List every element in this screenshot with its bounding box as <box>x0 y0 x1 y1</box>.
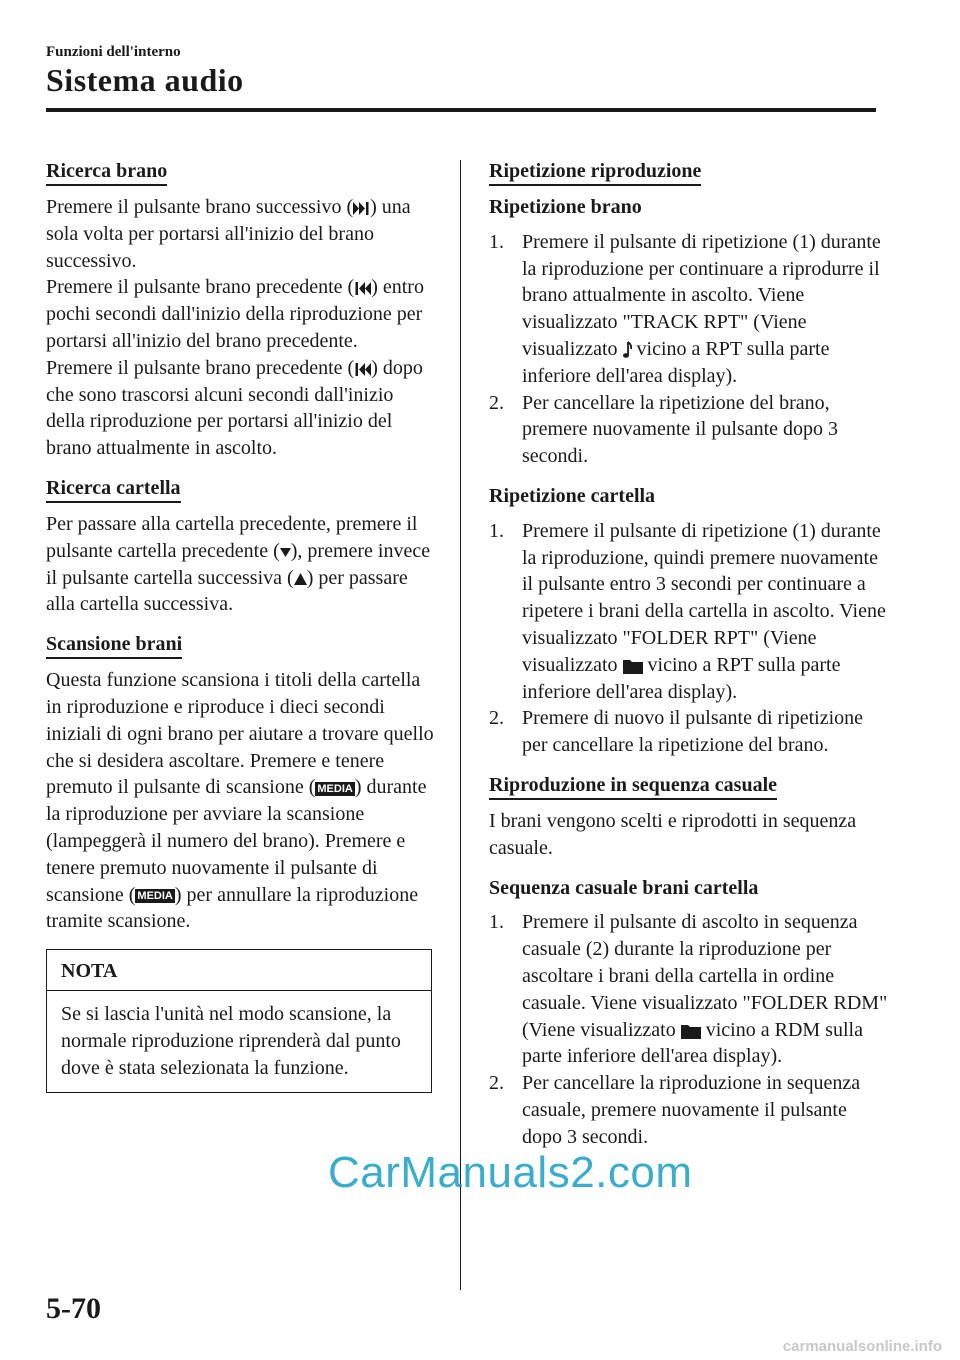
list-item: 2. Premere di nuovo il pulsante di ripetizione per cancellare la ripetizione del brano. <box>489 707 864 757</box>
watermark-footer: carmanualsonline.info <box>782 1338 942 1355</box>
section-label: Funzioni dell'interno <box>46 44 181 60</box>
paragraph-random-intro: I brani vengono scelti e riprodotti in sequenza casuale. <box>489 809 857 859</box>
subheading-ripetizione-brano: Ripetizione brano <box>489 196 642 218</box>
heading-casuale: Riproduzione in sequenza casuale <box>489 773 777 800</box>
folder-down-icon <box>280 547 291 558</box>
heading-ricerca-cartella: Ricerca cartella <box>46 476 181 503</box>
list-item: 1. Premere il pulsante di ascolto in sequenza casuale (2) durante la riproduzione per ascoltare i brani della cartella in ordine casuale. Viene visualizzato "FOLDER RDM" (Viene visualizzato vicino a RDM sulla parte inferiore dell'area display). <box>489 911 888 1068</box>
page-title: Sistema audio <box>46 62 244 98</box>
watermark-carmanuals: CarManuals2.com <box>328 1148 693 1197</box>
list-item: 2. Per cancellare la ripetizione del brano, premere nuovamente il pulsante dopo 3 secondi. <box>489 391 839 468</box>
list-repeat-folder <box>489 518 889 759</box>
note-heading: NOTA <box>47 950 431 991</box>
music-note-icon <box>623 341 632 359</box>
media-icon: MEDIA <box>317 782 353 795</box>
left-column <box>46 158 436 1093</box>
paragraph-scan: Questa funzione scansiona i titoli della cartella in riproduzione e riproduce i dieci secondi iniziali di ogni brano per aiutare a trovare quello che si desidera ascoltare. Premere e tenere premuto il pulsante di scansione ( MEDIA ) durante la riproduzione per avviare la scansione (lampeggerà il numero del brano). Premere e tenere premuto nuovamente il pulsante di scansione ( MEDIA ) per annullare la riproduzione tramite scansione. <box>46 669 434 933</box>
list-item: 1. Premere il pulsante di ripetizione (1) durante la riproduzione per continuare a riprodurre il brano attualmente in ascolto. Viene visualizzato "TRACK RPT" (Viene visualizzato vicino a RPT sulla parte inferiore dell'area display). <box>489 230 881 387</box>
folder-up-icon <box>294 573 307 585</box>
list-random-folder <box>489 909 889 1150</box>
right-column <box>489 158 889 1164</box>
list-repeat-track <box>489 229 889 470</box>
note-box <box>46 949 432 1092</box>
note-text: Se si lascia l'unità nel modo scansione, la normale riproduzione riprenderà dal punto dove è stata selezionata la funzione. <box>61 1003 401 1079</box>
title-rule <box>46 108 876 112</box>
heading-ricerca-brano: Ricerca brano <box>46 159 167 186</box>
paragraph-folder-search: Per passare alla cartella precedente, premere il pulsante cartella precedente ( ), premere invece il pulsante cartella successiva ( ) per passare alla cartella successiva. <box>46 512 431 616</box>
subheading-ripetizione-cartella: Ripetizione cartella <box>489 484 656 507</box>
heading-ripetizione: Ripetizione riproduzione <box>489 159 701 186</box>
previous-track-icon <box>354 363 371 376</box>
subheading-casuale-cartella: Sequenza casuale brani cartella <box>489 876 759 899</box>
heading-scansione: Scansione brani <box>46 632 182 659</box>
next-track-icon <box>353 202 370 215</box>
paragraph-restart-track: Premere il pulsante brano precedente ( ) dopo che sono trascorsi alcuni secondi dall'inizio della riproduzione per portarsi all'inizio del brano attualmente in ascolto. <box>46 356 423 460</box>
list-item: 1. Premere il pulsante di ripetizione (1) durante la riproduzione, quindi premere nuovamente il pulsante entro 3 secondi per continuare a ripetere i brani della cartella in ascolto. Viene visualizzato "FOLDER RPT" (Viene visualizzato vicino a RPT sulla parte inferiore dell'area display). <box>489 519 886 703</box>
paragraph-next-track: Premere il pulsante brano successivo ( ) una sola volta per portarsi all'inizio del brano successivo. <box>46 196 411 272</box>
folder-icon <box>623 658 643 674</box>
paragraph-prev-track: Premere il pulsante brano precedente ( ) entro pochi secondi dall'inizio della riproduzione per portarsi all'inizio del brano precedente. <box>46 276 424 352</box>
list-item: 2. Per cancellare la riproduzione in sequenza casuale, premere nuovamente il pulsante dopo 3 secondi. <box>489 1072 861 1148</box>
folder-icon <box>681 1023 701 1039</box>
page-number: 5-70 <box>46 1292 101 1325</box>
media-icon: MEDIA <box>137 889 173 902</box>
previous-track-icon <box>354 282 371 295</box>
column-divider <box>460 160 461 1290</box>
